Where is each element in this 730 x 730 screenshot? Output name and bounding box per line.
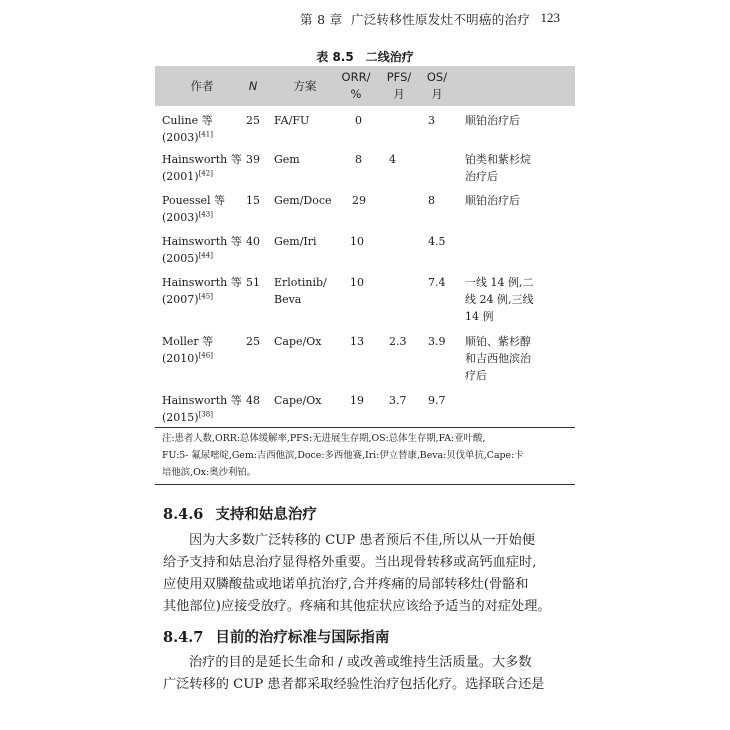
cell-orr: 29 bbox=[352, 194, 366, 207]
cell-os: 3.9 bbox=[428, 335, 446, 348]
paragraph-line: 广泛转移的 CUP 患者都采取经验性治疗包括化疗。选择联合还是 bbox=[163, 677, 545, 692]
citation-ref: [38] bbox=[198, 410, 213, 419]
section-heading-846 bbox=[163, 503, 317, 524]
cell-regimen: Gem/Doce bbox=[274, 194, 332, 207]
cell-author: Pouessel 等 (2003)[43] bbox=[162, 194, 225, 224]
cell-orr: 19 bbox=[350, 394, 364, 407]
section-number: 8.4.7 bbox=[163, 629, 204, 646]
cell-regimen: FA/FU bbox=[274, 114, 310, 127]
cell-n: 51 bbox=[246, 276, 260, 289]
cell-orr: 8 bbox=[355, 153, 362, 166]
cell-os: 3 bbox=[428, 114, 435, 127]
table-header bbox=[155, 66, 575, 106]
header-orr bbox=[335, 69, 377, 103]
cell-orr: 0 bbox=[355, 114, 362, 127]
header-os bbox=[417, 69, 457, 103]
cell-regimen: Erlotinib/ Beva bbox=[274, 276, 327, 306]
cell-regimen: Gem/Iri bbox=[274, 235, 317, 248]
cell-author: Hainsworth 等 (2015)[38] bbox=[162, 394, 242, 424]
cell-notes: 铂类和紫杉烷 治疗后 bbox=[465, 153, 531, 183]
citation-ref: [46] bbox=[198, 351, 213, 360]
header-pfs bbox=[378, 69, 420, 103]
cell-regimen: Cape/Ox bbox=[274, 335, 322, 348]
footnote-bottom-rule bbox=[155, 484, 575, 485]
header-author: 作者 bbox=[190, 79, 214, 93]
section-heading-847 bbox=[163, 626, 389, 647]
citation-ref: [44] bbox=[198, 251, 213, 260]
table-title: 表 8.5 二线治疗 bbox=[316, 50, 414, 64]
citation-ref: [41] bbox=[198, 130, 213, 139]
citation-ref: [42] bbox=[198, 169, 213, 178]
paragraph-line: 因为大多数广泛转移的 CUP 患者预后不佳,所以从一开始便 bbox=[189, 533, 535, 548]
cell-author: Hainsworth 等 (2007)[45] bbox=[162, 276, 242, 306]
header-orr-line1: ORR/ bbox=[341, 70, 371, 84]
cell-pfs: 3.7 bbox=[389, 394, 407, 407]
paragraph-line: 应使用双膦酸盐或地诺单抗治疗,合并疼痛的局部转移灶(骨骼和 bbox=[163, 577, 529, 592]
cell-notes: 顺铂、紫杉醇 和吉西他滨治 疗后 bbox=[465, 335, 531, 382]
header-os-line1: OS/ bbox=[426, 70, 448, 84]
section-number: 8.4.6 bbox=[163, 506, 204, 523]
header-pfs-line2: 月 bbox=[393, 87, 405, 101]
chapter-title: 广泛转移性原发灶不明癌的治疗 bbox=[350, 12, 531, 27]
cell-notes: 顺铂治疗后 bbox=[465, 114, 520, 127]
cell-os: 9.7 bbox=[428, 394, 446, 407]
running-head-title bbox=[300, 10, 530, 28]
citation-ref: [45] bbox=[198, 292, 213, 301]
footnote-line: FU:5- 氟尿嘧啶,Gem:吉西他滨,Doce:多西他赛,Iri:伊立替康,Beva:贝伐单抗,Cape:卡 bbox=[162, 450, 524, 461]
cell-author: Hainsworth 等 (2001)[42] bbox=[162, 153, 242, 183]
section-title: 目前的治疗标准与国际指南 bbox=[215, 629, 390, 646]
paragraph-support-care bbox=[163, 530, 565, 618]
header-orr-line2: % bbox=[350, 87, 362, 101]
footnote-line: 培他滨,Ox:奥沙利铂。 bbox=[162, 467, 257, 478]
cell-regimen: Gem bbox=[274, 153, 300, 166]
cell-n: 39 bbox=[246, 153, 260, 166]
header-pfs-line1: PFS/ bbox=[386, 70, 412, 84]
cell-orr: 10 bbox=[350, 276, 364, 289]
header-n: N bbox=[248, 79, 258, 93]
table-bottom-rule bbox=[155, 427, 575, 428]
cell-pfs: 2.3 bbox=[389, 335, 407, 348]
running-head bbox=[300, 10, 560, 28]
cell-n: 48 bbox=[246, 394, 260, 407]
paragraph-line: 给予支持和姑息治疗显得格外重要。当出现骨转移或高钙血症时, bbox=[163, 555, 537, 570]
cell-orr: 13 bbox=[350, 335, 364, 348]
cell-n: 25 bbox=[246, 335, 260, 348]
paragraph-treatment-standards bbox=[163, 652, 565, 696]
cell-regimen: Cape/Ox bbox=[274, 394, 322, 407]
cell-author: Culine 等 (2003)[41] bbox=[162, 114, 213, 144]
header-regimen: 方案 bbox=[293, 79, 317, 93]
cell-orr: 10 bbox=[350, 235, 364, 248]
paragraph-line: 其他部位)应接受放疗。疼痛和其他症状应该给予适当的对症处理。 bbox=[163, 599, 551, 614]
chapter-label: 第 8 章 bbox=[300, 12, 343, 27]
cell-os: 4.5 bbox=[428, 235, 446, 248]
citation-ref: [43] bbox=[198, 210, 213, 219]
section-title: 支持和姑息治疗 bbox=[215, 506, 317, 523]
cell-notes: 顺铂治疗后 bbox=[465, 194, 520, 207]
page-number: 123 bbox=[540, 10, 560, 25]
cell-os: 7.4 bbox=[428, 276, 446, 289]
cell-author: Hainsworth 等 (2005)[44] bbox=[162, 235, 242, 265]
table-footnote bbox=[162, 430, 564, 481]
cell-n: 15 bbox=[246, 194, 260, 207]
cell-os: 8 bbox=[428, 194, 435, 207]
cell-pfs: 4 bbox=[389, 153, 396, 166]
footnote-line: 注:患者人数,ORR:总体缓解率,PFS:无进展生存期,OS:总体生存期,FA:亚叶酸, bbox=[162, 433, 486, 444]
cell-notes: 一线 14 例,二 线 24 例,三线 14 例 bbox=[465, 276, 534, 323]
header-os-line2: 月 bbox=[431, 87, 443, 101]
cell-n: 40 bbox=[246, 235, 260, 248]
cell-author: Moller 等 (2010)[46] bbox=[162, 335, 214, 365]
cell-n: 25 bbox=[246, 114, 260, 127]
paragraph-line: 治疗的目的是延长生命和 / 或改善或维持生活质量。大多数 bbox=[189, 655, 532, 670]
